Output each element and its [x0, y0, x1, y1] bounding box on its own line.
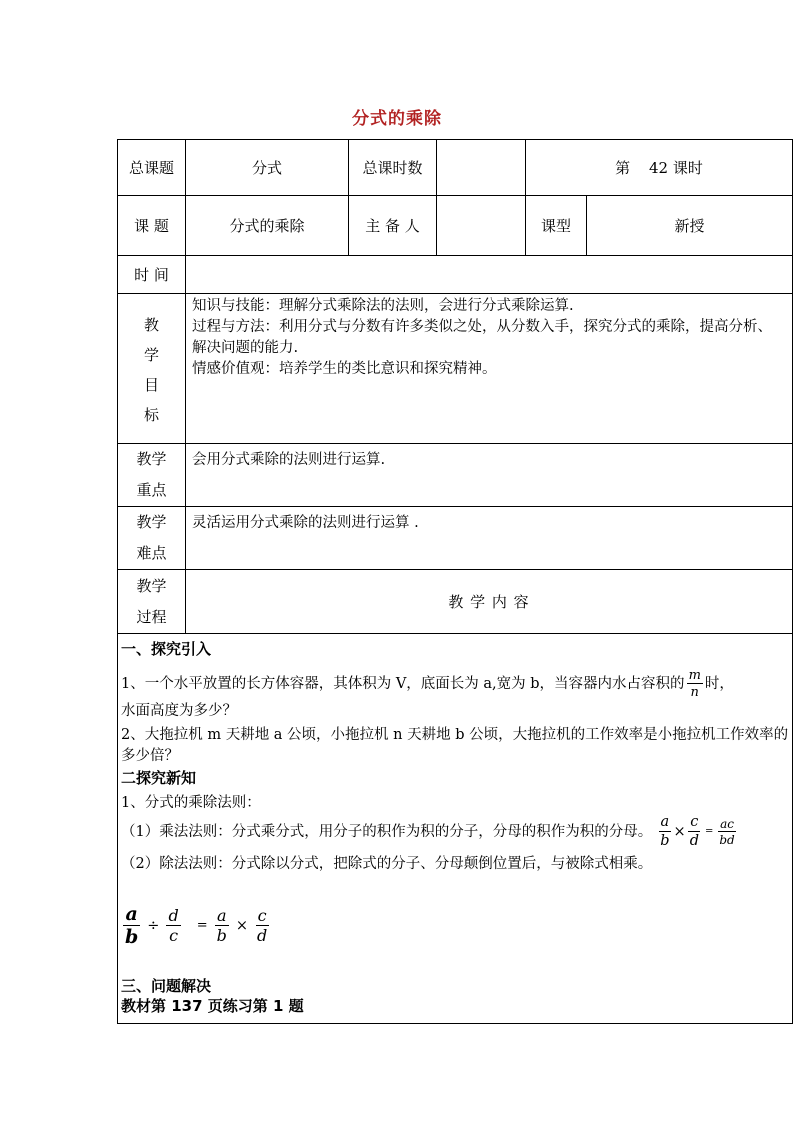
fraction-denominator: b — [125, 926, 139, 948]
key-points-label-line: 重点 — [136, 481, 167, 499]
key-points-row — [118, 444, 793, 507]
divide-sign: ÷ — [147, 918, 160, 934]
total-hours-value — [437, 140, 526, 196]
lesson-plan-table — [117, 139, 793, 1024]
content-heading: 教 学 内 容 — [186, 570, 793, 634]
fraction-denominator: b — [660, 832, 670, 849]
lesson-number-cell — [526, 140, 793, 196]
objectives-label-char: 标 — [143, 405, 159, 424]
content-row — [118, 634, 793, 1024]
fraction-denominator: b — [216, 926, 227, 945]
lesson-number: 42 — [648, 159, 669, 177]
objective-knowledge: 知识与技能：理解分式乘除法的法则，会进行分式乘除运算. — [192, 298, 574, 314]
label-objectives — [118, 294, 186, 444]
section-problem-solving-title: 三、问题解决 — [121, 977, 212, 995]
fraction-denominator: d — [689, 832, 699, 849]
key-points-label-line: 教学 — [136, 450, 167, 468]
key-points-text: 会用分式乘除的法则进行运算. — [186, 444, 793, 507]
fraction-numerator: ac — [720, 816, 734, 831]
label-time: 时 间 — [118, 256, 186, 294]
fraction-denominator: n — [690, 685, 699, 700]
fraction-denominator: c — [169, 926, 179, 945]
page-title: 分式的乘除 — [352, 109, 442, 129]
type-value: 新授 — [587, 196, 793, 256]
objective-emotion: 情感价值观：培养学生的类比意识和探究精神。 — [192, 361, 497, 377]
fraction-numerator: a — [660, 814, 670, 830]
fraction-numerator: a — [125, 903, 138, 925]
fraction-numerator: a — [216, 906, 227, 925]
lesson-prefix: 第 — [615, 159, 631, 177]
fraction-c-over-d — [688, 815, 701, 848]
objectives-text — [186, 294, 793, 444]
process-label-line: 教学 — [136, 576, 167, 595]
label-total-topic: 总课题 — [118, 140, 186, 196]
multiplication-formula — [656, 815, 739, 848]
objectives-row — [118, 294, 793, 444]
rule-title: 1、分式的乘除法则： — [121, 795, 261, 811]
equals-sign: = — [196, 918, 208, 933]
fraction-denominator: bd — [719, 832, 735, 847]
fraction-numerator: c — [257, 906, 267, 925]
fraction-numerator: c — [690, 814, 699, 830]
fraction-a-over-b-rhs — [215, 908, 229, 944]
header-row-1 — [118, 140, 793, 196]
multiplication-rule — [121, 815, 789, 848]
fraction-a-over-b — [658, 815, 671, 848]
question-2: 2、大拖拉机 m 天耕地 a 公顷，小拖拉机 n 天耕地 b 公顷，大拖拉机的工作效率是小拖拉机工作效率的多少倍？ — [121, 727, 789, 764]
objectives-label-char: 目 — [143, 375, 159, 394]
label-topic: 课 题 — [118, 196, 186, 256]
label-key-points — [118, 444, 186, 507]
teaching-content — [118, 634, 793, 1024]
question-1 — [121, 669, 789, 699]
process-row — [118, 570, 793, 634]
exercise-reference: 教材第 137 页练习第 1 题 — [121, 997, 304, 1015]
section-intro-title: 一、探究引入 — [121, 640, 212, 658]
difficulties-label-line: 教学 — [136, 513, 167, 531]
fraction-numerator: m — [688, 668, 701, 683]
preparer-value — [437, 196, 526, 256]
time-value — [186, 256, 793, 294]
label-type: 课型 — [526, 196, 587, 256]
section-new-knowledge-title: 二探究新知 — [121, 769, 197, 787]
question-1-suffix: 时， — [704, 676, 734, 692]
difficulties-text: 灵活运用分式乘除的法则进行运算 . — [186, 507, 793, 570]
total-topic-value: 分式 — [186, 140, 349, 196]
time-row — [118, 256, 793, 294]
label-difficulties — [118, 507, 186, 570]
fraction-ac-over-bd — [717, 818, 736, 846]
equals-sign: = — [704, 825, 714, 837]
objectives-label-char: 学 — [143, 345, 159, 364]
label-preparer: 主 备 人 — [349, 196, 437, 256]
times-sign: × — [673, 823, 686, 840]
objective-process: 过程与方法：利用分式与分数有许多类似之处，从分数入手，探究分式的乘除，提高分析、解决问题的能力. — [192, 319, 772, 356]
fraction-numerator: d — [168, 906, 179, 925]
fraction-denominator: d — [257, 926, 268, 945]
header-row-2 — [118, 196, 793, 256]
division-rule: （2）除法法则：分式除以分式，把除式的分子、分母颠倒位置后，与被除式相乘。 — [121, 856, 653, 872]
fraction-d-over-c — [166, 908, 180, 944]
difficulties-row — [118, 507, 793, 570]
fraction-m-over-n — [687, 669, 703, 699]
lesson-suffix: 课时 — [672, 159, 703, 177]
process-label-line: 过程 — [136, 607, 167, 626]
question-1-line2: 水面高度为多少？ — [121, 703, 237, 719]
objectives-label-char: 教 — [143, 315, 159, 334]
fraction-a-over-b-bold — [123, 905, 140, 947]
fraction-c-over-d-rhs — [255, 908, 269, 944]
multiplication-rule-text: （1）乘法法则：分式乘分式，用分子的积作为积的分子，分母的积作为积的分母。 — [121, 823, 653, 840]
difficulties-label-line: 难点 — [136, 544, 167, 562]
label-total-hours: 总课时数 — [349, 140, 437, 196]
question-1-text: 1、一个水平放置的长方体容器，其体积为 V，底面长为 a,宽为 b，当容器内水占容积的 — [121, 676, 685, 692]
topic-value: 分式的乘除 — [186, 196, 349, 256]
times-sign: × — [235, 918, 249, 934]
division-formula — [121, 898, 789, 954]
label-process — [118, 570, 186, 634]
